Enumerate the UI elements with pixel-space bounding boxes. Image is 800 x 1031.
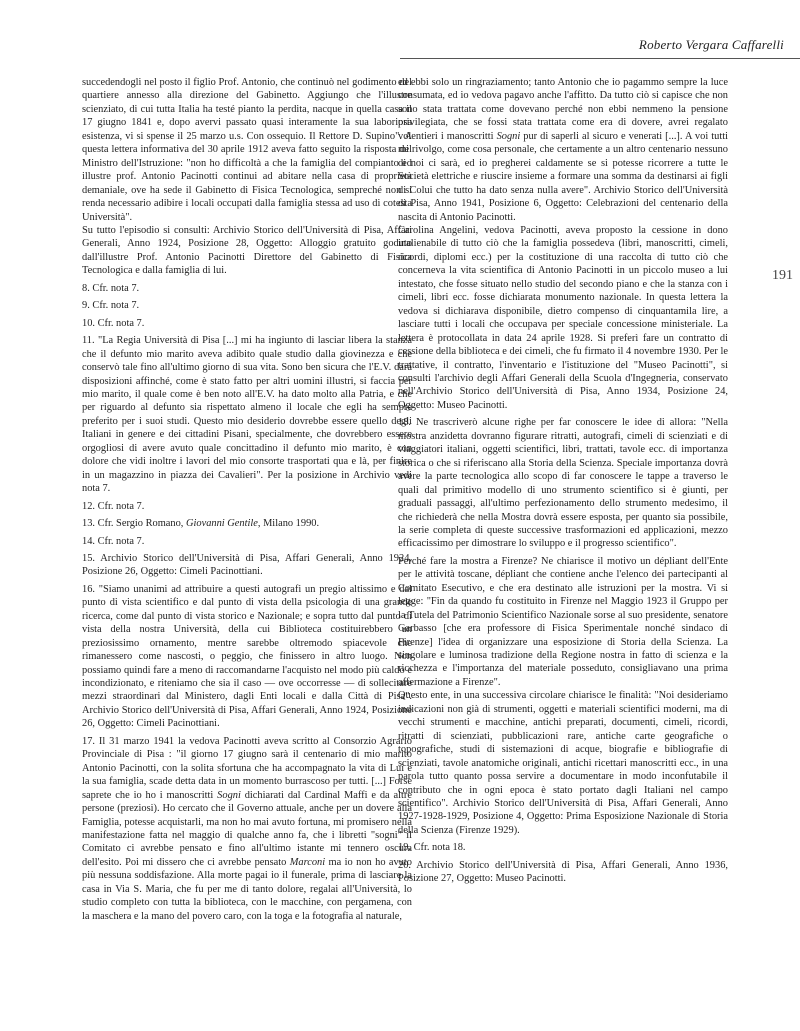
note-18-circolare: Questo ente, in una successiva circolare chiarisce le finalità: "Noi desideriamo indicazioni non già di strumenti, oggetti e materiali scientifici moderni, ma di vecchi strumenti e macchine, antichi preparati, documenti, cimeli, ricordi, ritratti di scienziati, pubblicazioni rare, antiche carte geografiche o topografiche, studi di sistemazioni di acque, biografie e bibliografie di scienziati, tavole anatomiche originali, antichi ricettari manoscritti ecc., in una parola tutto quanto possa servire a documentare in modo inconfutabile il contributo che in ogni epoca è stato portato dagli Italiani nel campo scientifico". Archivio Storico dell'Università di Pisa, Affari Generali, Anno 1927-1928-1929, Posizione 4, Oggetto: Prima Esposizione Nazionale di Storia della Scienza (Firenze 1929). xyxy=(398,690,728,836)
header-rule xyxy=(400,58,800,59)
note-20: 20. Archivio Storico dell'Università di Pisa, Affari Generali, Anno 1936, Posizione 27, Oggetto: Museo Pacinotti. xyxy=(398,859,728,885)
running-head: Roberto Vergara Caffarelli xyxy=(638,37,784,52)
note-13 xyxy=(82,517,412,530)
note-17-text-mid: dichiarati dal Cardinal Maffi e da altre persone (preziosi). Ho cercato che il Governo attuale, anche per un dovere alla Famiglia, potesse acquistarli, ma non ho mai avuto fortuna, mi promisero nella manifestazione fatta nel maggio di qualche anno fa, che i libretti "sogni" il Comitato ci avrebbe pensato e fino all'ultimo istante mi tennero oscura dell'esito. Poi mi dissero che ci avrebbe pensato xyxy=(82,789,412,868)
note-14: 14. Cfr. nota 7. xyxy=(82,535,145,547)
note-17-cont-text: ed ebbi solo un ringraziamento; tanto Antonio che io pagammo sempre la luce consumata, ed io vedova pagavo anche l'affitto. Da tutto ciò si capisce che non sono stata trattata come dovevano perché non ebbi nemmeno la pensione privilegiata, che se fossi stata trattata come era di dovere, avrei regalato volentieri i manoscritti xyxy=(398,77,728,142)
note-11: 11. "La Regia Università di Pisa [...] mi ha ingiunto di lasciar libera la stanza che il defunto mio marito aveva adibito quale studio dalla giovinezza e che conservò tale fino all'ultimo giorno di sua vita. Sono ben sicura che l'E.V. darà disposizioni affinché, come è stato fatto per altri uomini illustri, si faccia per mio marito, il quale come è ben noto all'E.V. ha dato molto alla Patria, e che per riguardo al defunto sia rispettato almeno il locale che egli ha sempre preferito per i suoi studi. Questo mio desiderio dovrebbe essere quello degli Italiani in genere e dei cittadini Pisani, specialmente, che dovrebbero essere orgogliosi di avere avuto quale concittadino il defunto mio marito, è con dolore che vidi inoltre i lavori del mio consorte trasportati qua e là, per finire in un magazzino in piazza dei Cavalieri". Per la posizione in Archivio vedi nota 7. xyxy=(82,335,412,495)
note-7-reference: Su tutto l'episodio si consulti: Archivio Storico dell'Università di Pisa, Affari Generali, Anno 1924, Posizione 28, Oggetto: Alloggio gratuito goduto dall'illustre Prof. Antonio Pacinotti Direttore del Gabinetto di Fisica Tecnologica e dalla famiglia di lui. xyxy=(82,224,412,277)
note-9: 9. Cfr. nota 7. xyxy=(82,300,140,312)
note-13-text: 13. Cfr. Sergio Romano, xyxy=(82,518,187,530)
note-13-text-end: , Milano 1990. xyxy=(257,518,320,530)
note-12: 12. Cfr. nota 7. xyxy=(82,500,145,512)
note-17-sogni: Sogni xyxy=(217,789,241,801)
note-17-cont-text-end: pur di saperli al sicuro e venerati [...]. A voi tutti mi rivolgo, come cosa personale, che certamente a un altro centenario nessuno di noi ci sarà, ed io pregherei caldamente se si potesse ricorrere a tutte le Società elettriche e riuscire insieme a formare una somma da destinarsi ai figli di Colui che tutto ha dato senza nulla avere". Archivio Storico dell'Università di Pisa, Anno 1941, Posizione 6, Oggetto: Celebrazioni del centenario della nascita di Antonio Pacinotti. xyxy=(398,130,728,223)
note-17-marconi: Marconi xyxy=(289,856,326,868)
note-18: 18. Ne trascriverò alcune righe per far conoscere le idee di allora: "Nella mostra anzidetta dovranno figurare ritratti, autografi, cimeli di scienziati e di viaggiatori italiani, oggetti scientifici, libri, trattati, tavole ecc. di importanza storica o che si riferiscano alla Storia della Scienza. Speciale importanza dovrà avere la parte tecnologica allo scopo di far conoscere le tappe a traverso le quali dal primitivo modello di uno strumento scientifico si è giunti, per graduali passaggi, all'ultimo perfezionamento dello strumento medesimo, il che richiederà che nella Mostra dovrà essere esposta, per quanto sia possibile, la serie completa di queste successive trasformazioni ed applicazioni, mezzo efficacissimo per dimostrare lo sviluppo e il progresso scientifico". xyxy=(398,417,728,550)
note-7-continuation: succedendogli nel posto il figlio Prof. Antonio, che continuò nel godimento del quartiere annesso alla direzione del Gabinetto. Aggiungo che l'illustre scienziato, di cui tutta Italia ha testé pianto la perdita, nacque in quella casa il 17 giugno 1841 e, dopo avervi passato quasi interamente la sua laboriosa esistenza, vi si spense il 25 marzo u.s. Con ossequio. Il Rettore D. Supino". A questa lettera informativa del 30 aprile 1912 aveva fatto seguito la risposta del Ministro dell'Istruzione: "non ho difficoltà a che la famiglia del compianto ed illustre prof. Antonio Pacinotti continui ad abitare nella casa di proprietà demaniale, ove ha sede il Gabinetto di Fisica Tecnologica, sempreché non si renda necessario adibire i locali occupati dalla famiglia stessa ad uso di cotesta Università". xyxy=(82,77,412,223)
note-17-angelini: Carolina Angelini, vedova Pacinotti, aveva proposto la cessione in dono inalienabile di tutto ciò che la famiglia possedeva (libri, manoscritti, cimeli, ricordi, diplomi ecc.) per la costituzione di una raccolta di tutto ciò che concerneva la vita scientifica di Antonio Pacinotti in un piccolo museo a lui intestato, che fosse situato nello studio del secondo piano e che la stanza con i cimeli, libri ecc. fosse dichiarata monumento nazionale. In questa lettera la vedova si dichiarava disponibile, dietro compenso di cinquantamila lire, a lasciare tutti i locali che occupava per speciale concessione ministeriale. La lettera è protocollata in data 24 aprile 1928. Si preferì fare un contratto di cessione della biblioteca e dei cimeli, che fu firmato il 4 novembre 1930. Per le trattative, il contratto, l'inventario e l'istituzione del "Museo Pacinotti", si consulti l'archivio degli Affari Generali della Scuola d'Ingegneria, conservato nell'Archivio Storico dell'Università di Pisa, Anno 1934, Posizione 24, Oggetto: Museo Pacinotti. xyxy=(398,224,728,411)
note-18-firenze: Perché fare la mostra a Firenze? Ne chiarisce il motivo un dépliant dell'Ente per le attività toscane, dépliant che contiene anche l'elenco dei partecipanti al Comitato Esecutivo, e che era destinato alle istruzioni per la mostra. Vi si legge: "Fin da quando fu costituito in Firenze nel Maggio 1923 il Gruppo per la Tutela del Patrimonio Scientifico Nazionale sorse al suo presidente, senatore Garbasso [che era professore di Fisica Sperimentale nonché sindaco di Firenze] l'idea di organizzare una esposizione di Storia della Scienza. La singolare e luminosa tradizione della Regione nostra in fatto di scienza e la ricchezza e l'importanza del materiale posseduto, consigliavano una prima affermazione a Firenze". xyxy=(398,555,728,688)
note-15: 15. Archivio Storico dell'Università di Pisa, Affari Generali, Anno 1924, Posizione 26, Oggetto: Cimeli Pacinottiani. xyxy=(82,552,412,578)
note-19: 19. Cfr. nota 18. xyxy=(398,842,466,854)
note-10: 10. Cfr. nota 7. xyxy=(82,317,145,329)
note-17 xyxy=(82,735,412,923)
left-column xyxy=(82,76,412,927)
note-8: 8. Cfr. nota 7. xyxy=(82,282,140,294)
note-17-cont-sogni: Sogni xyxy=(496,130,521,142)
note-17-continuation xyxy=(398,76,728,224)
note-16: 16. "Siamo unanimi ad attribuire a questi autografi un pregio altissimo e dal punto di vista scientifico e dal punto di vista della psicologia di una grande ricerca, come dal punto di vista storico e Nazionale; e sopra tutto dal punto di vista della nostra Università, della cui Biblioteca costituirebbero un preziosissimo ornamento, mentre sarebbe oltremodo spiacevole che rimanessero come nascosti, o peggio, che finissero in altro luogo. Non possiamo quindi fare a meno di raccomandarne l'acquisto nel modo più caldo e incondizionato, e riteniamo che sia il caso — ove occorresse — di sollecitare mezzi straordinari dal Ministero, dagli Enti locali e dalla Città di Pisa". Archivio Storico dell'Università di Pisa, Affari Generali, Anno 1924, Posizione 26, Oggetto: Cimeli Pacinottiani. xyxy=(82,583,412,730)
note-17-text: 17. Il 31 marzo 1941 la vedova Pacinotti aveva scritto al Consorzio Agrario Provinciale di Pisa : "il giorno 17 giugno sarà il centenario di mio marito Antonio Pacinotti, con la solita sfortuna che ha accompagnato la vita di Lui e la sua famiglia, scade detta data in un momento burrascoso per tutti. [...] Forse saprete che io ho i manoscritti xyxy=(82,735,412,801)
right-column xyxy=(398,76,728,890)
note-13-title: Giovanni Gentile xyxy=(186,518,258,530)
page-number: 191 xyxy=(772,268,793,283)
note-17-text-end: ma io non ho avuto più nessuna soddisfazione. Alla morte pagai io il funerale, prima di lasciare la casa in Via S. Maria, che fu per me di tanto dolore, regalai all'Università, lo studio completo con tutta la biblioteca, con le macchine, con pergamena, con la maschera e la mano del povero caro, con la toga e la fotografia al naturale, xyxy=(82,856,413,922)
